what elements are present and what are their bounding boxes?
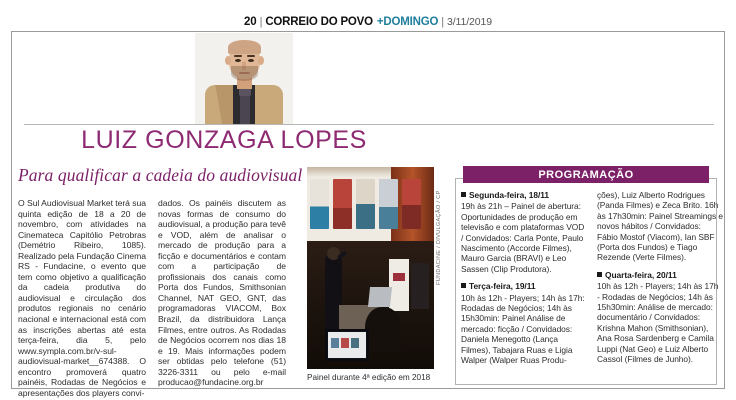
programming-day-text: ções), Luiz Alberto Rodrigues (Panda Filmes) e Zeca Brito. 16h às 17h30min: Painel Streamings e novos hábitos / Convidados: Fábio Mostof (Viacom), Ian SBF (Porta dos Fundos) e Tiago Rezende (Verte Filmes). xyxy=(597,190,723,263)
square-bullet-icon xyxy=(597,272,602,277)
article-body-column-1 xyxy=(18,198,146,398)
article-body-text-2: dados. Os painéis discutem as novas formas de consumo do audiovisual, a produção para tevê e VOD, além de analisar o mercado de produção para a ficção e documentários e contam com a participação de profissionais dos canais como Porta dos Fundos, Smithsonian Channel, NAT GEO, GNT, das programadoras VIACOM, Box Brazil, da distribuidora Lança Filmes, entre outros. As Rodadas de Negócios ocorrem nos dias 18 e 19. Mais informações podem ser obtidas pelo telefone (51) 3226-3311 ou pelo e-mail producao@fundacine.org.br xyxy=(158,198,286,388)
programming-day-text: 10h às 12h - Players; 14h às 17h: Rodadas de Negócios; 14h às 15h30min: Painel Análise de mercado: ficção / Convidados: Daniela Menegotto (Lança Filmes), Tabajara Ruas e Ligia Walper (Walper Ruas Produ- xyxy=(461,292,585,366)
article-body-text-1: O Sul Audiovisual Market terá sua quinta edição de 18 a 20 de novembro, com atividades na Cinemateca Capitólio Petrobras (Demétrio Ribeiro, 1085). Realizado pela Fundação Cinema RS - Fundacine, o evento que tem como objetivo a qualificação da cadeia produtiva do audiovisual e circulação dos produtos regionais no cenário nacional e internacional está com as inscrições abertas até esta terça-feira, dia 5, pelo www.sympla.com.br/v-sul-audiovisual-market__674388. O encontro promoverá quatro painéis, Rodadas de Negócios e apresentações dos players convi- xyxy=(18,198,146,398)
photo-dark-panel xyxy=(411,263,429,309)
author-photo xyxy=(195,33,293,125)
portrait-tie-knot xyxy=(239,88,251,96)
programming-day-label: Segunda-feira, 18/11 xyxy=(469,190,549,200)
portrait-mouth xyxy=(239,72,250,74)
masthead-separator: | xyxy=(259,16,263,28)
photo-slide-poster-1 xyxy=(310,179,329,229)
byline-divider xyxy=(24,124,714,125)
programming-entry xyxy=(461,190,587,274)
photo-credit: FUNDACINE / DIVULGAÇÃO / CP xyxy=(436,190,442,285)
portrait-ear-left xyxy=(225,56,231,65)
programming-column-2 xyxy=(597,190,723,365)
portrait-tie xyxy=(240,91,250,125)
article-photo-block xyxy=(307,167,434,369)
photo-caption: Painel durante 4ª edição em 2018 xyxy=(307,373,431,382)
programming-entry xyxy=(597,190,723,263)
portrait-eye-left xyxy=(235,59,241,62)
author-portrait-illustration xyxy=(195,33,293,125)
programming-day-text: 10h às 12h - Players; 14h às 17h - Rodadas de Negócios; 14h às 15h30min: Análise de mercado: documentário / Convidados: Krishna Mahon (Smithsonian), Ana Rosa Sardenberg e Camila Luppi (Nat Geo) e Luiz Alberto Cassol (Filmes de Junho). xyxy=(597,281,719,365)
portrait-brow-left xyxy=(234,55,242,57)
programming-entry xyxy=(461,281,587,365)
photo-standing-banner xyxy=(389,259,409,311)
section-name: +DOMINGO xyxy=(376,16,439,28)
photo-tablet-icon-1 xyxy=(331,338,339,348)
photo-tablet-icon-3 xyxy=(351,338,359,348)
programming-day-heading xyxy=(597,270,723,280)
programming-title: PROGRAMAÇÃO xyxy=(463,166,709,183)
photo-laptop xyxy=(368,287,392,307)
publication-date: 3/11/2019 xyxy=(446,16,493,28)
programming-day-label: Quarta-feira, 20/11 xyxy=(605,269,677,280)
photo-tablet-icon-2 xyxy=(341,338,349,348)
programming-day-heading xyxy=(461,281,587,291)
masthead-inner xyxy=(244,16,492,28)
masthead-date-separator: | xyxy=(441,16,444,28)
photo-slide-poster-3 xyxy=(356,179,375,229)
article-headline: Para qualificar a cadeia do audiovisual xyxy=(18,165,303,185)
portrait-eye-right xyxy=(248,59,254,62)
author-byline: LUIZ GONZAGA LOPES xyxy=(81,126,367,154)
programming-entry xyxy=(597,270,723,365)
photo-slide-poster-4 xyxy=(379,179,398,229)
portrait-hair xyxy=(228,40,261,54)
programming-day-label: Terça-feira, 19/11 xyxy=(469,281,536,292)
photo-banner-logo xyxy=(393,273,405,281)
portrait-ear-right xyxy=(258,56,264,65)
photo-audience-head xyxy=(365,307,401,351)
square-bullet-icon xyxy=(461,283,466,288)
masthead xyxy=(0,0,736,30)
photo-slide-poster-2 xyxy=(333,179,352,229)
programming-column-1 xyxy=(461,190,587,366)
square-bullet-icon xyxy=(461,192,466,197)
programming-day-text: 19h às 21h – Painel de abertura: Oportunidades de produção em televisão e com plataformas VOD / Convidados: Carla Ponte, Paulo Nascimento (Accorde Filmes), Mauro Garcia (BRAVI) e Leo Sassen (Clip Produtora). xyxy=(461,201,585,274)
article-body-column-2 xyxy=(158,198,286,388)
publication-name: CORREIO DO POVO xyxy=(265,16,373,28)
programming-day-heading xyxy=(461,190,587,200)
photo-slide-poster-5 xyxy=(402,179,421,229)
page-number: 20 xyxy=(243,16,257,28)
portrait-brow-right xyxy=(247,55,255,57)
event-photo xyxy=(307,167,434,369)
